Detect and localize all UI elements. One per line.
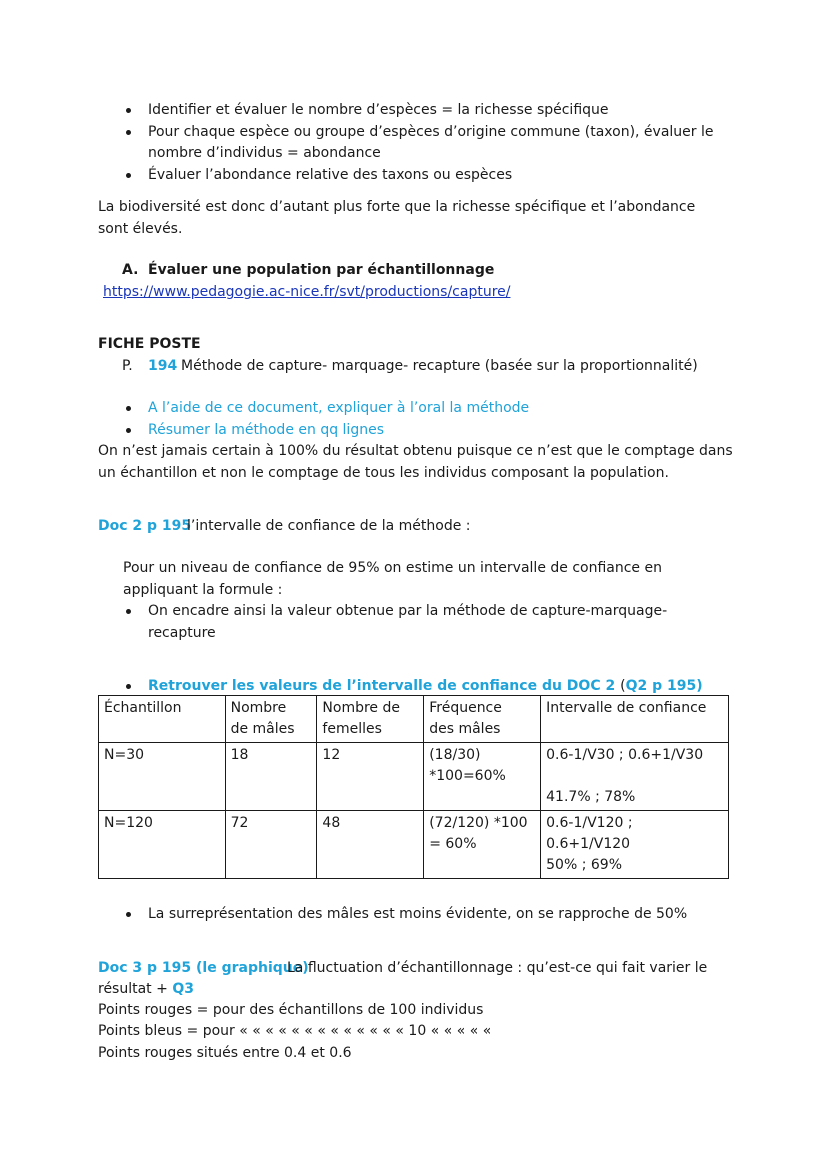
bullet-icon [126, 428, 131, 433]
table-cell: (18/30) *100=60% [424, 743, 541, 811]
doc3-question: Q3 [172, 981, 194, 997]
doc3-text: La fluctuation d’échantillonnage : qu’est-ce qui fait varier le [287, 960, 708, 976]
doc3-ref: Doc 3 p 195 (le graphique) [98, 960, 309, 976]
doc2-text: l’intervalle de confiance de la méthode : [187, 518, 471, 534]
method-description: Méthode de capture- marquage- recapture (basée sur la proportionnalité) [181, 358, 698, 374]
bullet-icon [126, 406, 131, 411]
conclusion-line-2: sont élevés. [98, 221, 183, 237]
doc3-line-1: Points rouges = pour des échantillons de 100 individus [98, 1002, 484, 1018]
table-cell: 72 [225, 811, 317, 879]
doc2-task-paren-open: ( [620, 678, 626, 694]
table-cell: 0.6-1/V120 ; 0.6+1/V120 50% ; 69% [541, 811, 729, 879]
bullet-icon [126, 108, 131, 113]
header-nombre-males: Nombre de mâles [225, 696, 317, 743]
table-cell: 18 [225, 743, 317, 811]
doc2-task [148, 675, 703, 697]
doc2-bullet-line-2: recapture [148, 625, 216, 641]
table-cell: N=30 [99, 743, 226, 811]
header-intervalle: Intervalle de confiance [541, 696, 729, 743]
section-a-marker: A. [122, 262, 139, 278]
intro-bullet-2-continued: nombre d’individus = abondance [148, 145, 381, 161]
page-prefix: P. [122, 358, 133, 374]
header-nombre-femelles: Nombre de femelles [317, 696, 424, 743]
conclusion-line-1: La biodiversité est donc d’autant plus forte que la richesse spécifique et l’abondance [98, 199, 696, 215]
task-explain: A l’aide de ce document, expliquer à l’oral la méthode [148, 400, 530, 416]
remark-line-1: On n’est jamais certain à 100% du résultat obtenu puisque ce n’est que le comptage dans [98, 443, 733, 459]
intro-bullet-2: Pour chaque espèce ou groupe d’espèces d’origine commune (taxon), évaluer le [148, 124, 714, 140]
bullet-icon [126, 684, 131, 689]
doc2-task-paren-close: ) [696, 678, 703, 694]
table-cell: (72/120) *100 = 60% [424, 811, 541, 879]
page-number: 194 [148, 358, 178, 374]
confidence-table [98, 695, 729, 879]
doc3-line-3: Points rouges situés entre 0.4 et 0.6 [98, 1045, 352, 1061]
table-cell: 0.6-1/V30 ; 0.6+1/V30 41.7% ; 78% [541, 743, 729, 811]
bullet-icon [126, 173, 131, 178]
table-note: La surreprésentation des mâles est moins évidente, on se rapproche de 50% [148, 906, 688, 922]
intro-bullet-3: Évaluer l’abondance relative des taxons ou espèces [148, 167, 513, 183]
doc2-task-text: Retrouver les valeurs de l’intervalle de confiance du DOC 2 [148, 678, 616, 694]
doc3-text-2 [98, 978, 194, 1000]
fiche-heading: FICHE POSTE [98, 336, 201, 352]
table-cell: 12 [317, 743, 424, 811]
capture-link[interactable]: https://www.pedagogie.ac-nice.fr/svt/productions/capture/ [103, 284, 511, 300]
section-a-title: Évaluer une population par échantillonnage [148, 262, 495, 278]
doc2-para-line-1: Pour un niveau de confiance de 95% on estime un intervalle de confiance en [123, 560, 662, 576]
doc2-task-ref: Q2 p 195 [625, 678, 697, 694]
table-cell: 48 [317, 811, 424, 879]
table-cell: N=120 [99, 811, 226, 879]
table-row [99, 811, 729, 879]
bullet-icon [126, 609, 131, 614]
doc2-bullet-line-1: On encadre ainsi la valeur obtenue par la méthode de capture-marquage- [148, 603, 668, 619]
doc3-line-2: Points bleus = pour « « « « « « « « « « « « « 10 « « « « « [98, 1023, 492, 1039]
table-row [99, 743, 729, 811]
header-echantillon: Échantillon [99, 696, 226, 743]
header-frequence: Fréquence des mâles [424, 696, 541, 743]
doc2-ref: Doc 2 p 195 [98, 518, 192, 534]
bullet-icon [126, 130, 131, 135]
bullet-icon [126, 912, 131, 917]
intro-bullet-1: Identifier et évaluer le nombre d’espèces = la richesse spécifique [148, 102, 609, 118]
table-header-row [99, 696, 729, 743]
doc3-text-2-label: résultat + [98, 981, 168, 997]
doc2-para-line-2: appliquant la formule : [123, 582, 283, 598]
remark-line-2: un échantillon et non le comptage de tous les individus composant la population. [98, 465, 669, 481]
task-summarize: Résumer la méthode en qq lignes [148, 422, 384, 438]
